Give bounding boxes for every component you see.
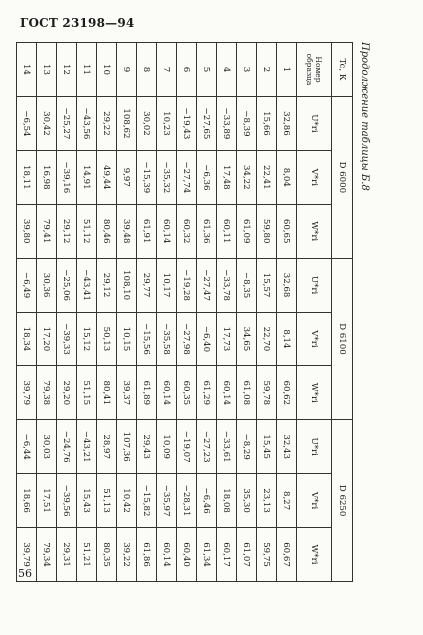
value-cell: 50,13 [97,312,117,366]
value-cell: 15,45 [257,420,277,474]
value-cell: 39,80 [17,204,37,258]
value-cell: −19,07 [177,420,197,474]
rotated-table-container [21,42,375,582]
value-cell: −28,31 [177,474,197,528]
table-row [17,43,37,582]
value-cell: 15,43 [77,474,97,528]
value-cell: 39,79 [17,528,37,582]
value-cell: 49,44 [97,150,117,204]
value-cell: 80,46 [97,204,117,258]
value-cell: 61,89 [137,366,157,420]
value-cell: 15,57 [257,258,277,312]
table-row [97,43,117,582]
temp-header-d6000: D 6000 [332,97,353,259]
value-cell: 51,12 [77,204,97,258]
value-cell: 60,32 [177,204,197,258]
row-number-cell: 9 [117,43,137,97]
subheader-row [297,43,332,582]
value-cell: 8,27 [277,474,297,528]
row-number-cell: 12 [57,43,77,97]
table-row [237,43,257,582]
value-cell: 61,36 [197,204,217,258]
value-cell: −15,82 [137,474,157,528]
value-cell: 61,86 [137,528,157,582]
value-cell: −43,41 [77,258,97,312]
row-number-cell: 14 [17,43,37,97]
value-cell: −8,39 [237,97,257,151]
value-cell: 17,20 [37,312,57,366]
value-cell: 61,08 [237,366,257,420]
table-row [37,43,57,582]
value-cell: 79,34 [37,528,57,582]
subheader-cell: W*ri [297,528,332,582]
value-cell: −27,47 [197,258,217,312]
page-number: 56 [18,567,32,580]
value-cell: 108,10 [117,258,137,312]
value-cell: 30,36 [37,258,57,312]
row-number-cell: 2 [257,43,277,97]
value-cell: −24,76 [57,420,77,474]
row-number-cell: 13 [37,43,57,97]
table-row [157,43,177,582]
value-cell: 59,80 [257,204,277,258]
document-header: ГОСТ 23198—94 [20,16,135,30]
value-cell: 29,20 [57,366,77,420]
value-cell: 18,11 [17,150,37,204]
value-cell: 107,36 [117,420,137,474]
value-cell: 10,23 [157,97,177,151]
row-number-cell: 7 [157,43,177,97]
value-cell: 60,14 [157,366,177,420]
table-row [277,43,297,582]
value-cell: −35,58 [157,312,177,366]
value-cell: 29,12 [57,204,77,258]
temp-header-d6100: D 6100 [332,258,353,420]
value-cell: 80,41 [97,366,117,420]
value-cell: 29,22 [97,97,117,151]
row-number-cell: 11 [77,43,97,97]
value-cell: 39,37 [117,366,137,420]
value-cell: 79,38 [37,366,57,420]
value-cell: 32,86 [277,97,297,151]
value-cell: 14,91 [77,150,97,204]
value-cell: −15,39 [137,150,157,204]
value-cell: 10,17 [157,258,177,312]
value-cell: −6,44 [17,420,37,474]
value-cell: −35,32 [157,150,177,204]
value-cell: 30,02 [137,97,157,151]
row-number-cell: 6 [177,43,197,97]
table-caption: Продолжение таблицы Б.8 [359,42,370,191]
row-number-cell: 3 [237,43,257,97]
value-cell: 17,51 [37,474,57,528]
value-cell: 18,34 [17,312,37,366]
value-cell: 51,13 [97,474,117,528]
data-table [16,42,353,582]
value-cell: 60,62 [277,366,297,420]
temp-header-d6250: D 6250 [332,420,353,582]
corner-te-cell: Tc, К [332,43,353,97]
row-number-cell: 10 [97,43,117,97]
value-cell: 22,70 [257,312,277,366]
row-label-header: Номер образца [297,43,332,97]
row-number-cell: 8 [137,43,157,97]
value-cell: 79,41 [37,204,57,258]
value-cell: −6,46 [197,474,217,528]
value-cell: 32,43 [277,420,297,474]
value-cell: 60,11 [217,204,237,258]
value-cell: −25,06 [57,258,77,312]
value-cell: 8,04 [277,150,297,204]
value-cell: 39,22 [117,528,137,582]
subheader-cell: V*ri [297,312,332,366]
value-cell: 61,29 [197,366,217,420]
value-cell: −6,40 [197,312,217,366]
value-cell: 16,98 [37,150,57,204]
value-cell: −8,29 [237,420,257,474]
value-cell: 18,08 [217,474,237,528]
value-cell: 22,41 [257,150,277,204]
value-cell: 29,43 [137,420,157,474]
value-cell: −19,43 [177,97,197,151]
value-cell: −15,56 [137,312,157,366]
value-cell: 60,14 [217,366,237,420]
value-cell: 18,66 [17,474,37,528]
value-cell: 60,35 [177,366,197,420]
row-number-cell: 4 [217,43,237,97]
row-number-cell: 1 [277,43,297,97]
value-cell: −25,27 [57,97,77,151]
table-row [177,43,197,582]
table-row [217,43,237,582]
value-cell: 32,68 [277,258,297,312]
subheader-cell: W*ri [297,366,332,420]
table-row [197,43,217,582]
value-cell: −39,33 [57,312,77,366]
value-cell: −33,89 [217,97,237,151]
value-cell: −6,36 [197,150,217,204]
value-cell: −43,56 [77,97,97,151]
value-cell: 60,17 [217,528,237,582]
value-cell: −35,97 [157,474,177,528]
value-cell: 61,09 [237,204,257,258]
value-cell: 15,12 [77,312,97,366]
value-cell: 17,73 [217,312,237,366]
value-cell: −39,16 [57,150,77,204]
value-cell: 23,13 [257,474,277,528]
table-row [137,43,157,582]
value-cell: 34,65 [237,312,257,366]
value-cell: 51,21 [77,528,97,582]
value-cell: 8,14 [277,312,297,366]
value-cell: 15,66 [257,97,277,151]
table-row [57,43,77,582]
value-cell: −33,61 [217,420,237,474]
value-cell: 10,09 [157,420,177,474]
value-cell: −39,56 [57,474,77,528]
value-cell: 80,35 [97,528,117,582]
value-cell: 61,07 [237,528,257,582]
value-cell: 29,12 [97,258,117,312]
subheader-cell: W*ri [297,204,332,258]
subheader-cell: V*ri [297,474,332,528]
value-cell: 10,15 [117,312,137,366]
subheader-cell: U*ri [297,258,332,312]
value-cell: 51,15 [77,366,97,420]
value-cell: 60,14 [157,528,177,582]
subheader-cell: U*ri [297,97,332,151]
row-number-cell: 5 [197,43,217,97]
value-cell: −19,28 [177,258,197,312]
value-cell: 60,67 [277,528,297,582]
value-cell: 34,22 [237,150,257,204]
value-cell: 60,40 [177,528,197,582]
value-cell: −27,65 [197,97,217,151]
subheader-cell: U*ri [297,420,332,474]
value-cell: 9,97 [117,150,137,204]
value-cell: 35,30 [237,474,257,528]
table-row [257,43,277,582]
table-row [77,43,97,582]
value-cell: 59,78 [257,366,277,420]
table-row [117,43,137,582]
value-cell: −6,49 [17,258,37,312]
value-cell: 61,91 [137,204,157,258]
value-cell: 61,34 [197,528,217,582]
value-cell: 60,14 [157,204,177,258]
value-cell: −33,78 [217,258,237,312]
value-cell: −27,23 [197,420,217,474]
value-cell: 39,48 [117,204,137,258]
value-cell: 30,03 [37,420,57,474]
value-cell: −43,21 [77,420,97,474]
value-cell: 108,62 [117,97,137,151]
value-cell: 10,42 [117,474,137,528]
value-cell: 29,31 [57,528,77,582]
value-cell: 60,65 [277,204,297,258]
value-cell: 17,48 [217,150,237,204]
value-cell: −6,54 [17,97,37,151]
value-cell: −27,74 [177,150,197,204]
value-cell: 59,75 [257,528,277,582]
value-cell: 30,42 [37,97,57,151]
value-cell: −27,98 [177,312,197,366]
value-cell: −8,35 [237,258,257,312]
table-body [17,43,297,582]
value-cell: 29,77 [137,258,157,312]
subheader-cell: V*ri [297,150,332,204]
value-cell: 28,97 [97,420,117,474]
value-cell: 39,79 [17,366,37,420]
